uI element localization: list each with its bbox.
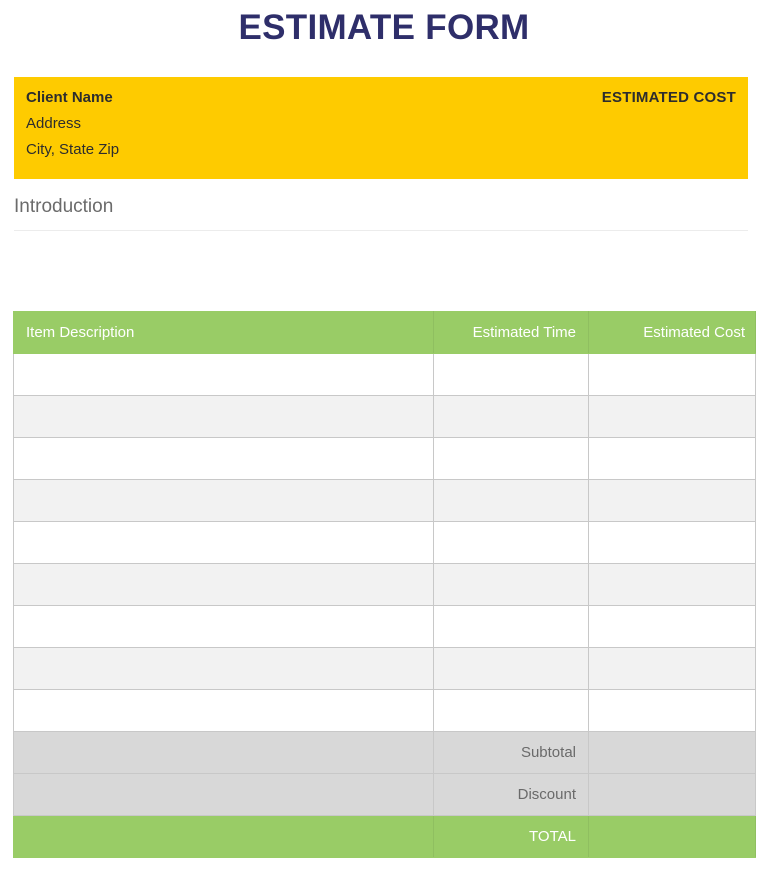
item-description-cell[interactable] — [14, 564, 434, 606]
subtotal-row — [14, 732, 756, 774]
estimate-items-table — [13, 311, 756, 858]
table-row — [14, 690, 756, 732]
page-title: ESTIMATE FORM — [238, 8, 530, 47]
estimated-time-cell[interactable] — [434, 606, 589, 648]
total-label: TOTAL — [434, 816, 589, 858]
estimated-cost-cell[interactable] — [589, 606, 756, 648]
subtotal-spacer — [14, 732, 434, 774]
table-row — [14, 606, 756, 648]
discount-spacer — [14, 774, 434, 816]
estimated-time-cell[interactable] — [434, 438, 589, 480]
discount-row — [14, 774, 756, 816]
client-name[interactable]: Client Name — [26, 89, 113, 106]
estimated-time-cell[interactable] — [434, 480, 589, 522]
total-row — [14, 816, 756, 858]
item-description-cell[interactable] — [14, 480, 434, 522]
estimated-cost-cell[interactable] — [589, 522, 756, 564]
estimated-cost-cell[interactable] — [589, 690, 756, 732]
header-estimated-time: Estimated Time — [434, 312, 589, 354]
client-address[interactable]: Address — [26, 115, 82, 132]
subtotal-label: Subtotal — [434, 732, 589, 774]
item-description-cell[interactable] — [14, 606, 434, 648]
introduction-divider — [14, 230, 748, 231]
table-row — [14, 648, 756, 690]
estimated-cost-cell[interactable] — [589, 564, 756, 606]
client-city-state-zip[interactable]: City, State Zip — [26, 141, 120, 158]
estimated-cost-cell[interactable] — [589, 480, 756, 522]
item-description-cell[interactable] — [14, 438, 434, 480]
item-description-cell[interactable] — [14, 522, 434, 564]
estimated-time-cell[interactable] — [434, 690, 589, 732]
discount-value-cell[interactable] — [589, 774, 756, 816]
header-item-description: Item Description — [14, 312, 434, 354]
introduction-heading[interactable]: Introduction — [14, 196, 114, 217]
estimated-cost-label: ESTIMATED COST — [601, 89, 736, 106]
total-value-cell[interactable] — [589, 816, 756, 858]
total-spacer — [14, 816, 434, 858]
table-header-row — [14, 312, 756, 354]
estimated-time-cell[interactable] — [434, 648, 589, 690]
estimated-time-cell[interactable] — [434, 564, 589, 606]
estimated-time-cell[interactable] — [434, 396, 589, 438]
subtotal-value-cell[interactable] — [589, 732, 756, 774]
discount-label: Discount — [434, 774, 589, 816]
table-row — [14, 564, 756, 606]
estimated-time-cell[interactable] — [434, 354, 589, 396]
table-row — [14, 354, 756, 396]
estimated-cost-cell[interactable] — [589, 354, 756, 396]
item-description-cell[interactable] — [14, 396, 434, 438]
estimated-cost-cell[interactable] — [589, 438, 756, 480]
table-row — [14, 396, 756, 438]
header-estimated-cost: Estimated Cost — [589, 312, 756, 354]
table-row — [14, 522, 756, 564]
estimated-cost-cell[interactable] — [589, 648, 756, 690]
table-row — [14, 480, 756, 522]
item-description-cell[interactable] — [14, 690, 434, 732]
table-row — [14, 438, 756, 480]
item-description-cell[interactable] — [14, 648, 434, 690]
estimated-cost-cell[interactable] — [589, 396, 756, 438]
client-info-box — [14, 77, 748, 179]
item-description-cell[interactable] — [14, 354, 434, 396]
estimated-time-cell[interactable] — [434, 522, 589, 564]
